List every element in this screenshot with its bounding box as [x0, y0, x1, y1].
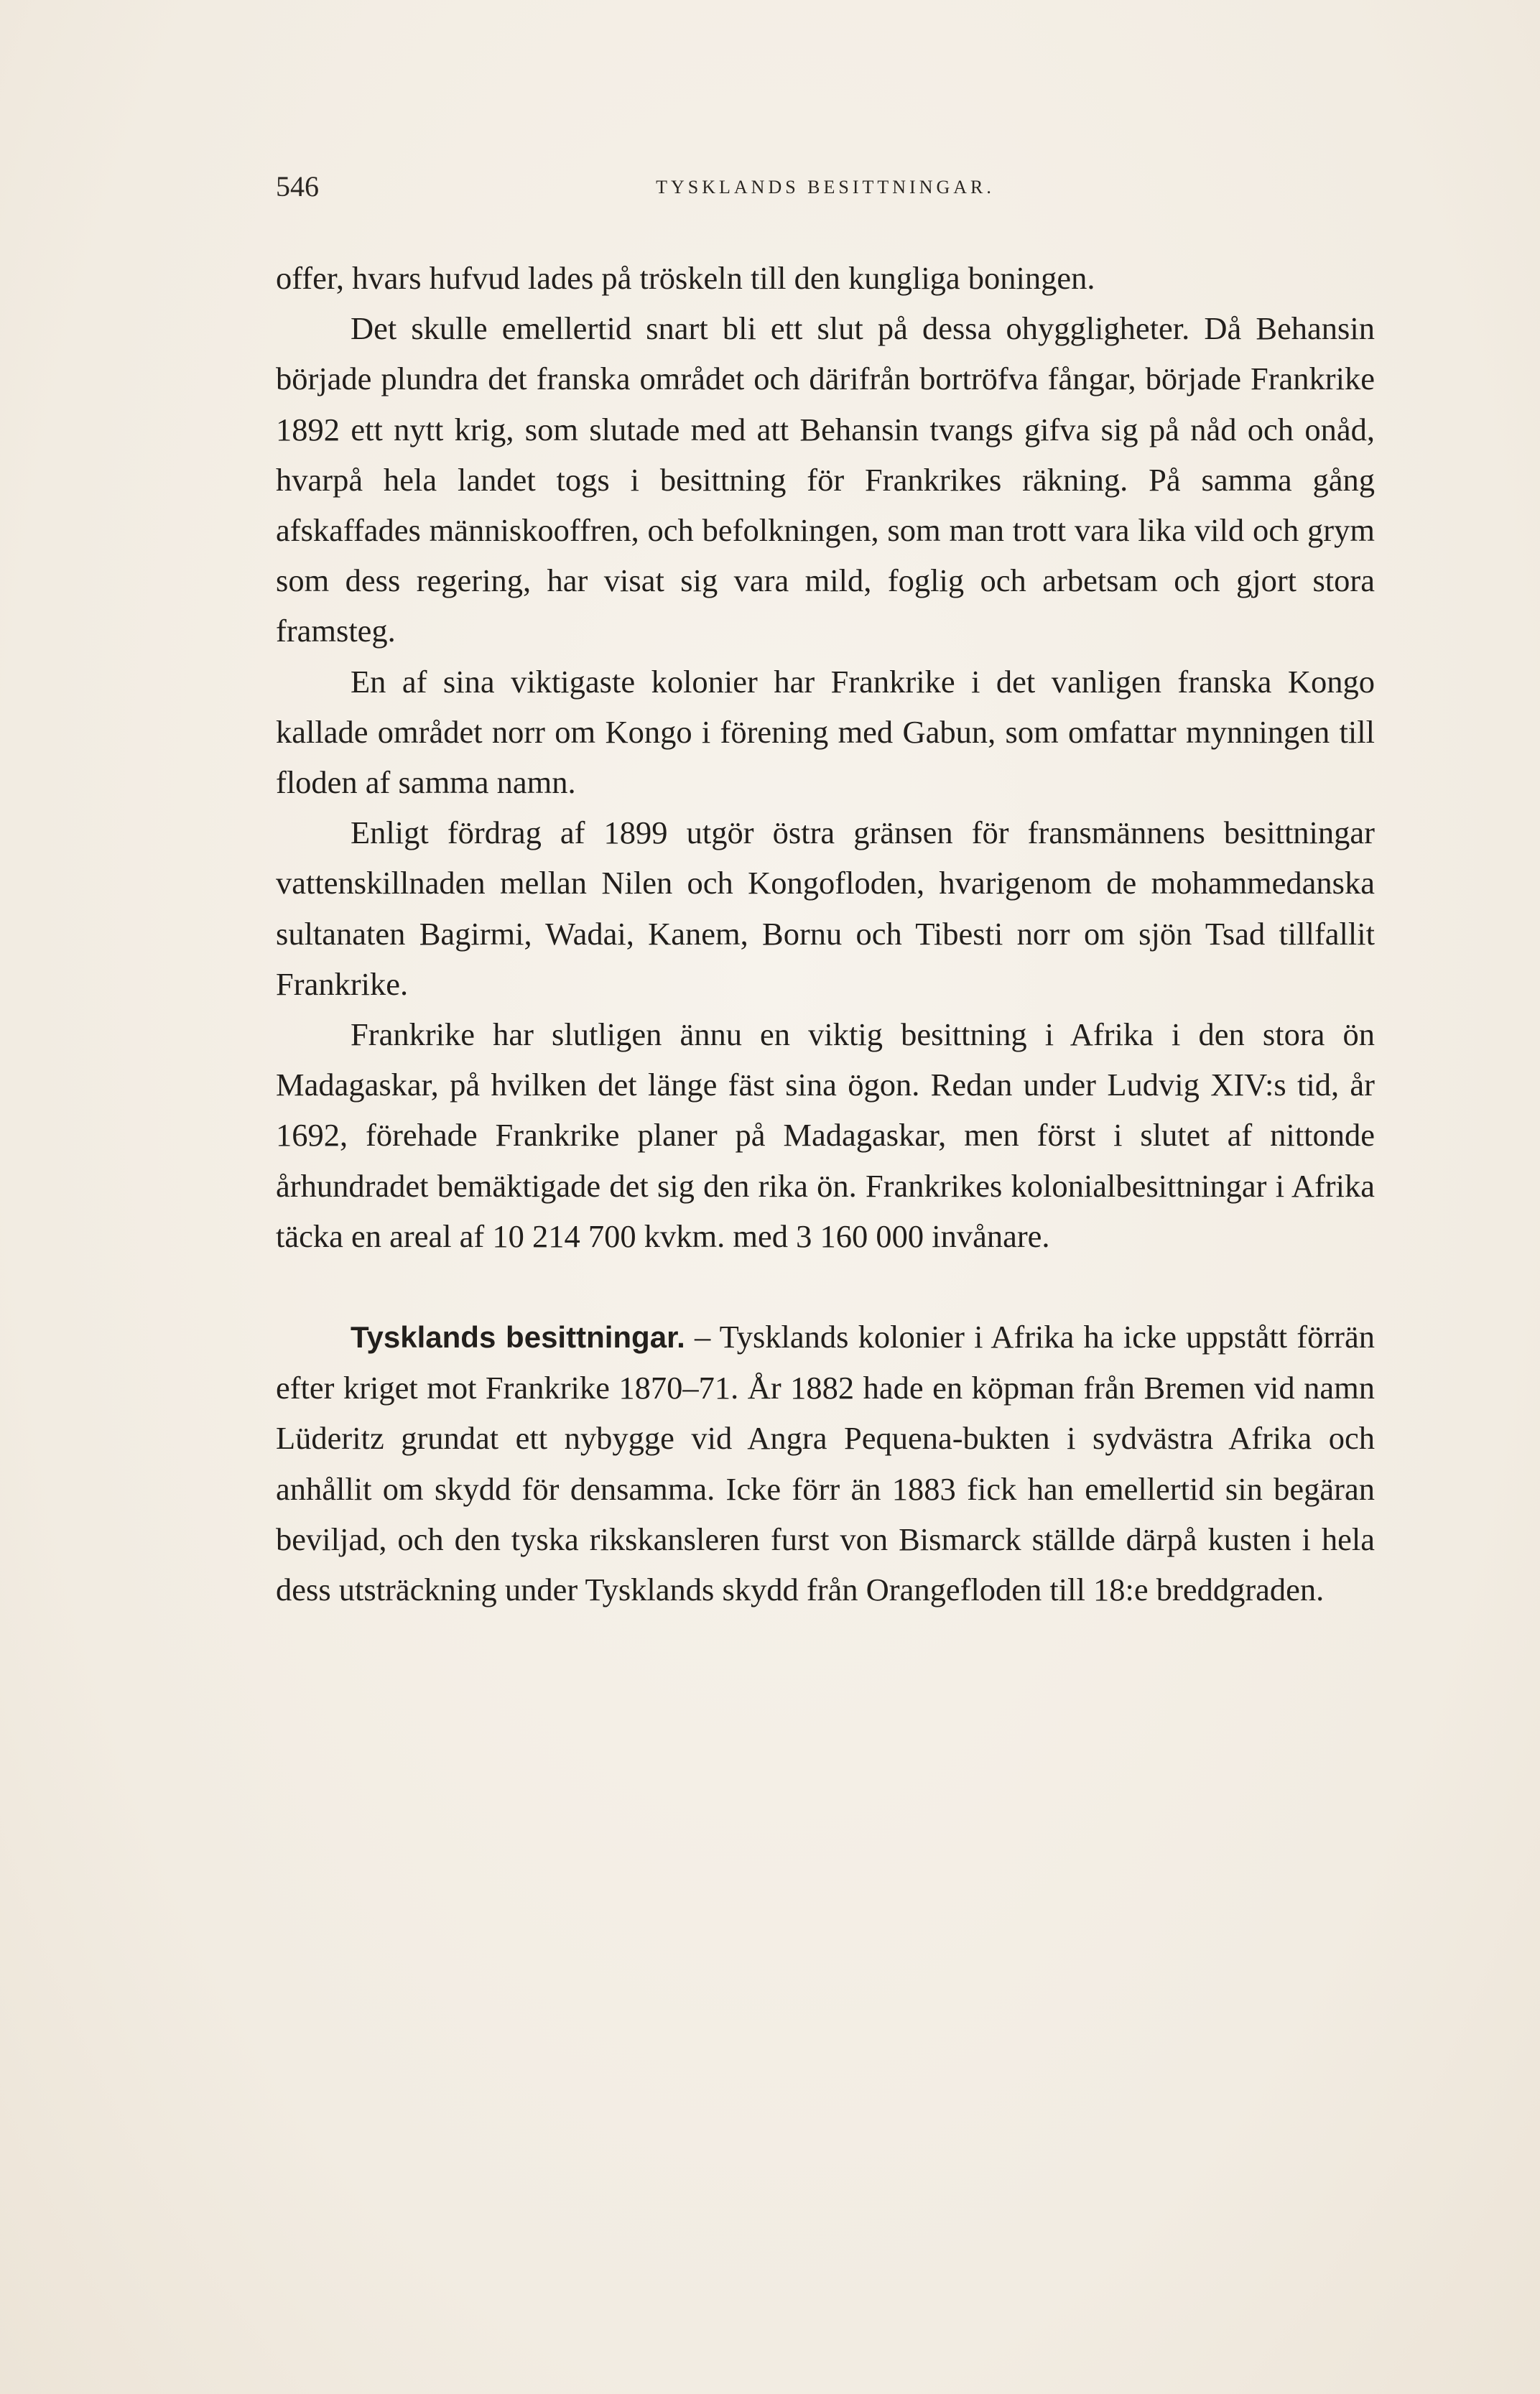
- running-head: TYSKLANDS BESITTNINGAR.: [656, 177, 995, 198]
- paragraph: Frankrike har slutligen ännu en viktig besittning i Afrika i den stora ön Madagaskar, på hvilken det länge fäst sina ögon. Redan under Ludvig XIV:s tid, år 1692, förehade Frankrike planer på Madagaskar, men först i slutet af nittonde århundradet bemäktigade det sig den rika ön. Frankrikes kolonialbesittningar i Afrika täcka en areal af 10 214 700 kvkm. med 3 160 000 invånare.: [276, 1016, 1375, 1254]
- paragraph-continuation: offer, hvars hufvud lades på tröskeln till den kungliga boningen.: [276, 260, 1095, 296]
- section-paragraph: [276, 1312, 1375, 1615]
- page-header: [276, 170, 1375, 213]
- paragraph: Det skulle emellertid snart bli ett slut på dessa ohyggligheter. Då Behansin började plundra det franska området och därifrån bortröfva fångar, började Frankrike 1892 ett nytt krig, som slutade med att Behansin tvangs gifva sig på nåd och onåd, hvarpå hela landet togs i besittning för Frankrikes räkning. På samma gång afskaffades människooffren, och befolkningen, som man trott vara lika vild och grym som dess regering, har visat sig vara mild, foglig och arbetsam och gjort stora framsteg.: [276, 310, 1375, 649]
- paragraph: Enligt fördrag af 1899 utgör östra gränsen för fransmännens besittningar vattenskillnaden mellan Nilen och Kongofloden, hvarigenom de mohammedanska sultanaten Bagirmi, Wadai, Kanem, Bornu och Tibesti norr om sjön Tsad tillfallit Frankrike.: [276, 815, 1375, 1002]
- page-number: 546: [276, 170, 319, 203]
- section-heading: Tysklands besittningar.: [351, 1320, 685, 1355]
- body-text: [276, 253, 1375, 1615]
- paragraph: En af sina viktigaste kolonier har Frankrike i det vanligen franska Kongo kallade området norr om Kongo i förening med Gabun, som omfattar mynningen till floden af samma namn.: [276, 663, 1375, 801]
- section-text: – Tysklands kolonier i Afrika ha icke uppstått förrän efter kriget mot Frankrike 1870–71. År 1882 hade en köpman från Bremen vid namn Lüderitz grundat ett nybygge vid Angra Pequena-bukten i sydvästra Afrika och anhållit om skydd för densamma. Icke förr än 1883 fick han emellertid sin begäran beviljad, och den tyska rikskansleren furst von Bismarck ställde därpå kusten i hela dess utsträckning under Tysklands skydd från Orangefloden till 18:e breddgraden.: [276, 1319, 1375, 1608]
- section-spacer: [276, 1261, 1375, 1312]
